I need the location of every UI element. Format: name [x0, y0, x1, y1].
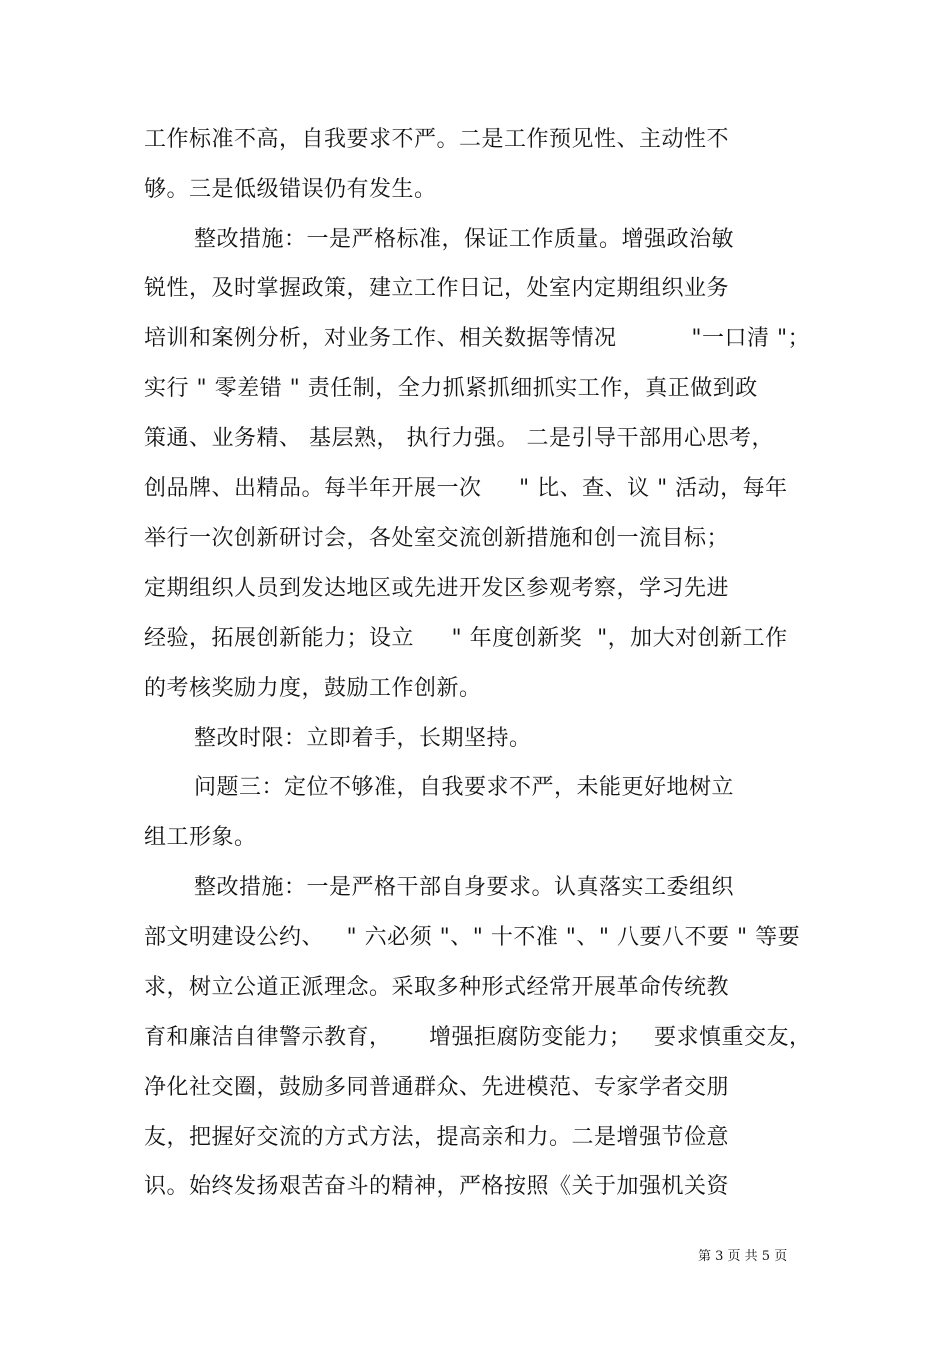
page-number: 第 3 页 共 5 页 — [698, 1249, 788, 1264]
text-line: 整改措施：一是严格标准，保证工作质量。增强政治敏 — [194, 227, 735, 252]
text-line: 够。三是低级错误仍有发生。 — [144, 177, 437, 202]
text-line: 举行一次创新研讨会，各处室交流创新措施和创一流目标； — [144, 526, 730, 551]
text-line: 育和廉洁自律警示教育， 增强拒腐防变能力； 要求慎重交友， — [144, 1025, 812, 1050]
text-line: 培训和案例分析，对业务工作、相关数据等情况 "一口清 "； — [144, 326, 811, 351]
text-line: 净化社交圈，鼓励多同普通群众、先进模范、专家学者交朋 — [144, 1075, 730, 1100]
text-line: 锐性，及时掌握政策，建立工作日记，处室内定期组织业务 — [144, 276, 730, 301]
text-line: 求，树立公道正派理念。采取多种形式经常开展革命传统教 — [144, 975, 730, 1000]
text-line: 整改时限：立即着手，长期坚持。 — [194, 726, 532, 751]
text-line: 工作标准不高，自我要求不严。二是工作预见性、主动性不 — [144, 127, 730, 152]
text-line: 部文明建设公约、 " 六必须 "、" 十不准 "、" 八要八不要 " 等要 — [144, 925, 801, 950]
text-line: 组工形象。 — [144, 825, 257, 850]
text-line: 的考核奖励力度，鼓励工作创新。 — [144, 676, 482, 701]
text-line: 定期组织人员到发达地区或先进开发区参观考察，学习先进 — [144, 576, 730, 601]
text-line: 策通、业务精、 基层熟， 执行力强。 二是引导干部用心思考， — [144, 426, 774, 451]
text-line: 实行 " 零差错 " 责任制，全力抓紧抓细抓实工作，真正做到政 — [144, 376, 758, 401]
text-line: 创品牌、出精品。每半年开展一次 " 比、查、议 " 活动，每年 — [144, 476, 788, 501]
text-line: 问题三：定位不够准，自我要求不严，未能更好地树立 — [194, 775, 735, 800]
text-line: 经验，拓展创新能力；设立 " 年度创新奖 "，加大对创新工作 — [144, 626, 788, 651]
text-line: 识。始终发扬艰苦奋斗的精神，严格按照《关于加强机关资 — [144, 1174, 730, 1199]
text-line: 友，把握好交流的方式方法，提高亲和力。二是增强节俭意 — [144, 1125, 730, 1150]
text-line: 整改措施：一是严格干部自身要求。认真落实工委组织 — [194, 875, 735, 900]
